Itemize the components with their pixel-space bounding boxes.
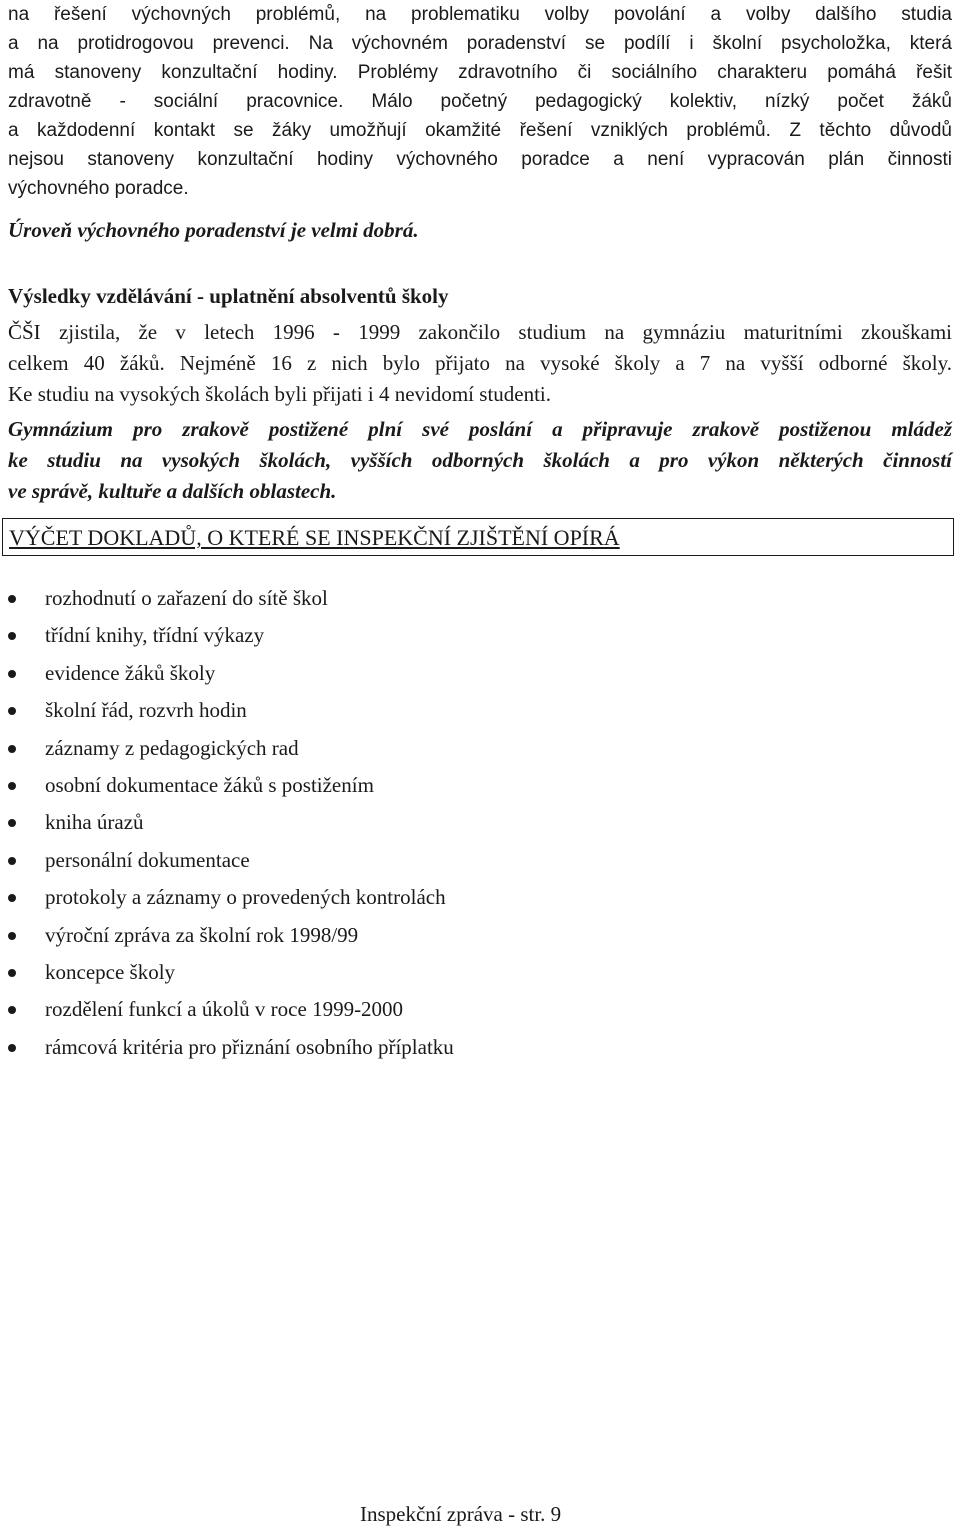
evidence-title-box xyxy=(2,518,954,556)
list-item-text: personální dokumentace xyxy=(45,847,250,872)
evidence-list xyxy=(8,580,454,1066)
list-item xyxy=(8,1029,454,1066)
results-conclusion xyxy=(8,414,952,507)
list-item xyxy=(8,842,454,879)
bullet-icon xyxy=(8,932,16,940)
conclusion-line: ke studiu na vysokých školách, vyšších odborných školách a pro výkon některých činností xyxy=(8,448,952,472)
list-item xyxy=(8,655,454,692)
paragraph-line: a na protidrogovou prevenci. Na výchovném poradenství se podílí i školní psycholožka, která xyxy=(8,33,952,54)
bullet-icon xyxy=(8,819,16,827)
paragraph-line: nejsou stanoveny konzultační hodiny výchovného poradce a není vypracován plán činnosti xyxy=(8,149,952,170)
list-item-text: protokoly a záznamy o provedených kontrolách xyxy=(45,885,446,910)
list-item-text: kniha úrazů xyxy=(45,810,144,835)
page-footer: Inspekční zpráva - str. 9 xyxy=(360,1502,562,1526)
list-item-text: evidence žáků školy xyxy=(45,660,216,685)
list-item-text: výroční zpráva za školní rok 1998/99 xyxy=(45,922,359,947)
paragraph-line: a každodenní kontakt se žáky umožňují okamžité řešení vzniklých problémů. Z těchto důvodů xyxy=(8,120,952,141)
bullet-icon xyxy=(8,745,16,753)
list-item xyxy=(8,954,454,991)
section-heading-results: Výsledky vzdělávání - uplatnění absolventů školy xyxy=(8,284,449,308)
list-item-text: záznamy z pedagogických rad xyxy=(45,735,299,760)
paragraph-line: zdravotně - sociální pracovnice. Málo početný pedagogický kolektiv, nízký počet žáků xyxy=(8,91,952,112)
paragraph-guidance xyxy=(8,0,952,203)
bullet-icon xyxy=(8,707,16,715)
list-item xyxy=(8,580,454,617)
bullet-icon xyxy=(8,595,16,603)
list-item-text: rámcová kritéria pro přiznání osobního příplatku xyxy=(45,1034,454,1059)
list-item xyxy=(8,917,454,954)
paragraph-line: Ke studiu na vysokých školách byli přijati i 4 nevidomí studenti. xyxy=(8,382,552,406)
bullet-icon xyxy=(8,632,16,640)
list-item-text: koncepce školy xyxy=(45,959,176,984)
list-item xyxy=(8,991,454,1028)
list-item-text: rozdělení funkcí a úkolů v roce 1999-2000 xyxy=(45,997,404,1022)
list-item-text: školní řád, rozvrh hodin xyxy=(45,698,247,723)
list-item xyxy=(8,804,454,841)
paragraph-line: výchovného poradce. xyxy=(8,178,189,199)
bullet-icon xyxy=(8,670,16,678)
bullet-icon xyxy=(8,894,16,902)
guidance-conclusion: Úroveň výchovného poradenství je velmi dobrá. xyxy=(8,218,419,242)
list-item xyxy=(8,767,454,804)
paragraph-line: na řešení výchovných problémů, na problematiku volby povolání a volby dalšího studia xyxy=(8,4,952,25)
bullet-icon xyxy=(8,969,16,977)
list-item xyxy=(8,879,454,916)
list-item-text: osobní dokumentace žáků s postižením xyxy=(45,772,374,797)
conclusion-line: Gymnázium pro zrakově postižené plní své poslání a připravuje zrakově postiženou mládež xyxy=(8,417,952,441)
evidence-title: VÝČET DOKLADŮ, O KTERÉ SE INSPEKČNÍ ZJIŠTĚNÍ OPÍRÁ xyxy=(9,525,620,550)
list-item-text: třídní knihy, třídní výkazy xyxy=(45,623,265,648)
paragraph-line: ČŠI zjistila, že v letech 1996 - 1999 zakončilo studium na gymnáziu maturitními zkouškami xyxy=(8,320,952,344)
bullet-icon xyxy=(8,1006,16,1014)
paragraph-line: má stanoveny konzultační hodiny. Problémy zdravotního či sociálního charakteru pomáhá řešit xyxy=(8,62,952,83)
paragraph-results xyxy=(8,317,952,410)
bullet-icon xyxy=(8,1044,16,1052)
list-item xyxy=(8,692,454,729)
list-item-text: rozhodnutí o zařazení do sítě škol xyxy=(45,586,328,610)
bullet-icon xyxy=(8,857,16,865)
bullet-icon xyxy=(8,782,16,790)
paragraph-line: celkem 40 žáků. Nejméně 16 z nich bylo přijato na vysoké školy a 7 na vyšší odborné školy. xyxy=(8,351,952,375)
conclusion-line: ve správě, kultuře a dalších oblastech. xyxy=(8,479,337,503)
list-item xyxy=(8,730,454,767)
list-item xyxy=(8,617,454,654)
